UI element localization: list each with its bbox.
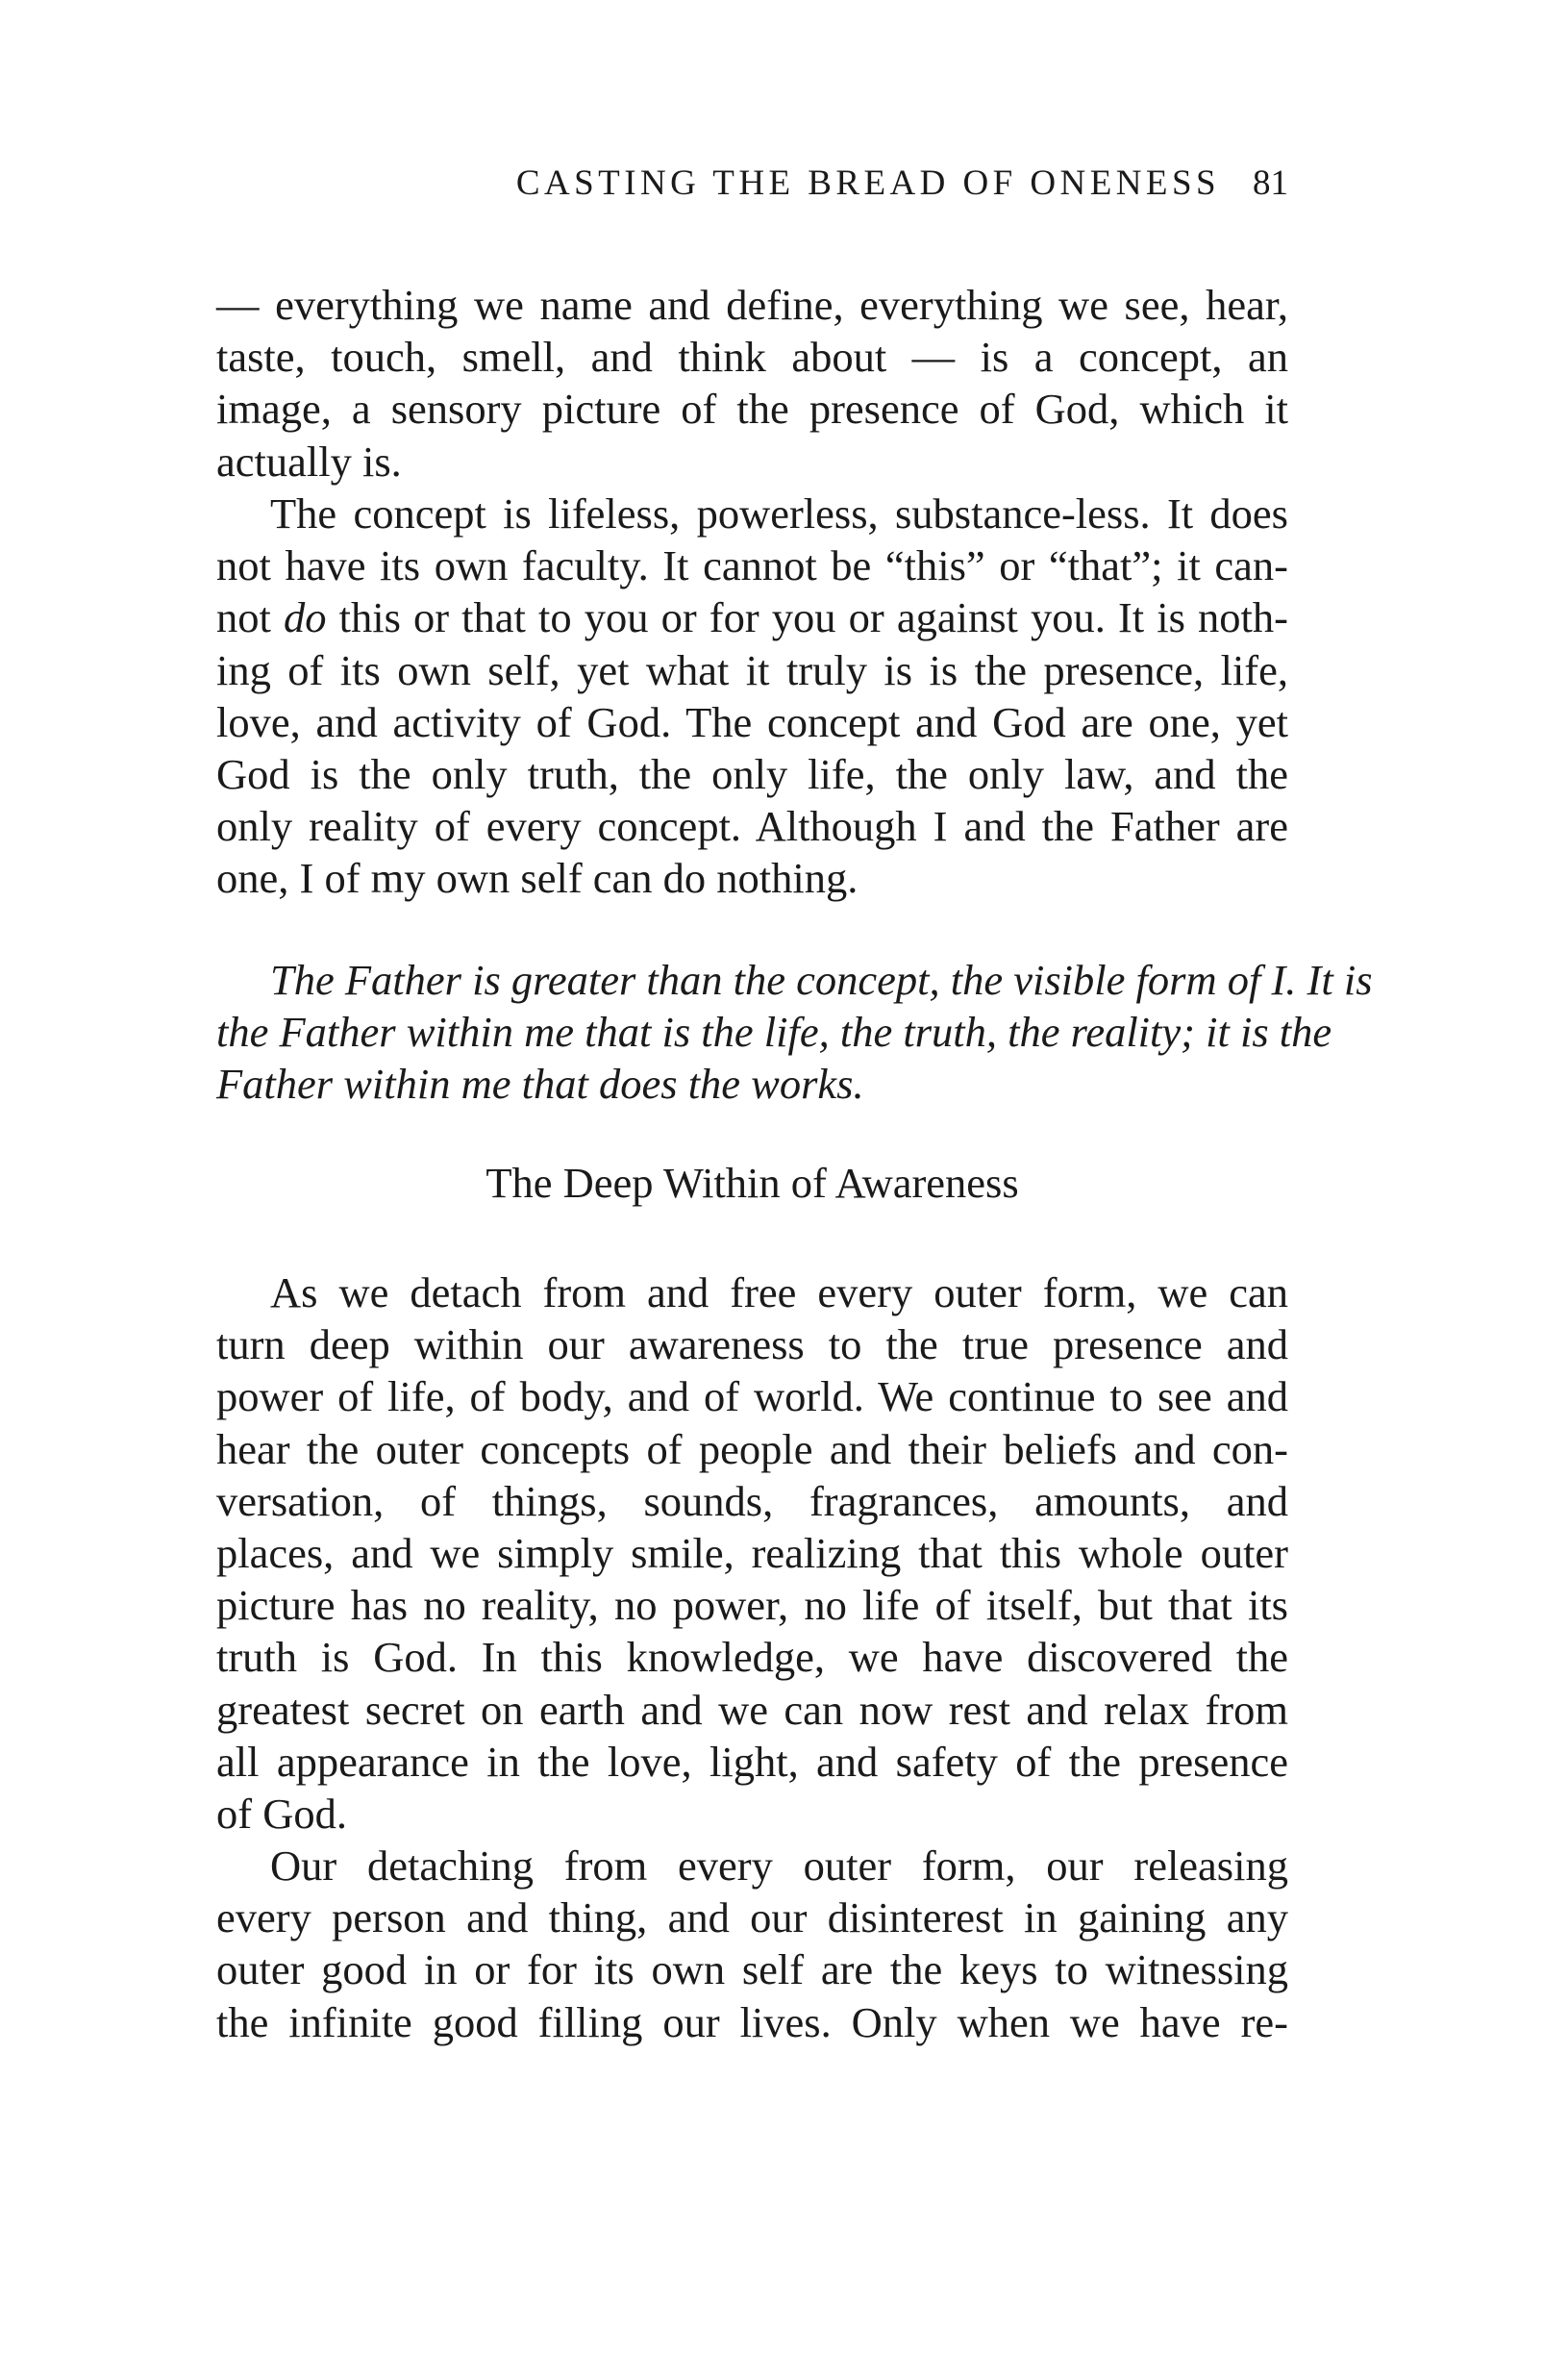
text-line: As we detach from and free every outer form, we can [270,1268,1288,1316]
paragraph-4 [216,1840,1288,2048]
quote-line: the Father within me that is the life, the truth, the reality; it is the [216,1008,1332,1057]
text-line: actually is. [216,437,402,486]
text-line: — everything we name and define, everything we see, hear, [216,281,1288,329]
emphasis-text: do [283,593,327,642]
text-line: versation, of things, sounds, fragrances, amounts, and [216,1476,1288,1525]
text-line: outer good in or for its own self are the keys to witnessing [216,1945,1288,1994]
text-line: not have its own faculty. It cannot be “this” or “that”; it can- [216,541,1288,590]
section-heading: The Deep Within of Awareness [485,1159,1019,1207]
running-head [216,160,1288,208]
text-line: turn deep within our awareness to the true presence and [216,1320,1288,1369]
paragraph-2 [216,488,1288,905]
quote-line: The Father is greater than the concept, the visible form of I. It is [270,956,1373,1004]
text-line [216,591,1288,643]
block-quote [216,954,1373,1111]
text-line: one, I of my own self can do nothing. [216,854,859,903]
text-line: hear the outer concepts of people and their beliefs and con- [216,1424,1288,1473]
text-line: Our detaching from every outer form, our releasing [270,1841,1288,1890]
text-line: The concept is lifeless, powerless, substance-less. It does [270,489,1288,538]
text-run: this or that to you or for you or against you. It is noth- [326,593,1288,642]
text-line: power of life, of body, and of world. We continue to see and [216,1372,1288,1421]
text-line: greatest secret on earth and we can now rest and relax from [216,1685,1288,1734]
text-line: picture has no reality, no power, no life of itself, but that its [216,1581,1288,1630]
quote-line: Father within me that does the works. [216,1060,864,1109]
text-line: places, and we simply smile, realizing that this whole outer [216,1528,1288,1577]
text-line: ing of its own self, yet what it truly is is the presence, life, [216,645,1288,694]
page-number: 81 [1253,163,1288,203]
text-line: every person and thing, and our disinterest in gaining any [216,1893,1288,1942]
text-line: truth is God. In this knowledge, we have discovered the [216,1633,1288,1682]
text-line: all appearance in the love, light, and safety of the presence [216,1737,1288,1786]
text-line: only reality of every concept. Although I and the Father are [216,802,1288,851]
text-line: love, and activity of God. The concept and God are one, yet [216,697,1288,746]
paragraph-3 [216,1266,1288,1840]
running-head-title: CASTING THE BREAD OF ONENESS [515,163,1220,203]
text-line: image, a sensory picture of the presence of God, which it [216,385,1288,434]
paragraph-1 [216,279,1288,488]
text-run: not [216,593,284,642]
text-line: the infinite good filling our lives. Only when we have re- [216,1997,1288,2046]
text-line: taste, touch, smell, and think about — is a concept, an [216,333,1288,382]
text-line: of God. [216,1789,347,1838]
text-line: God is the only truth, the only life, the only law, and the [216,749,1288,798]
